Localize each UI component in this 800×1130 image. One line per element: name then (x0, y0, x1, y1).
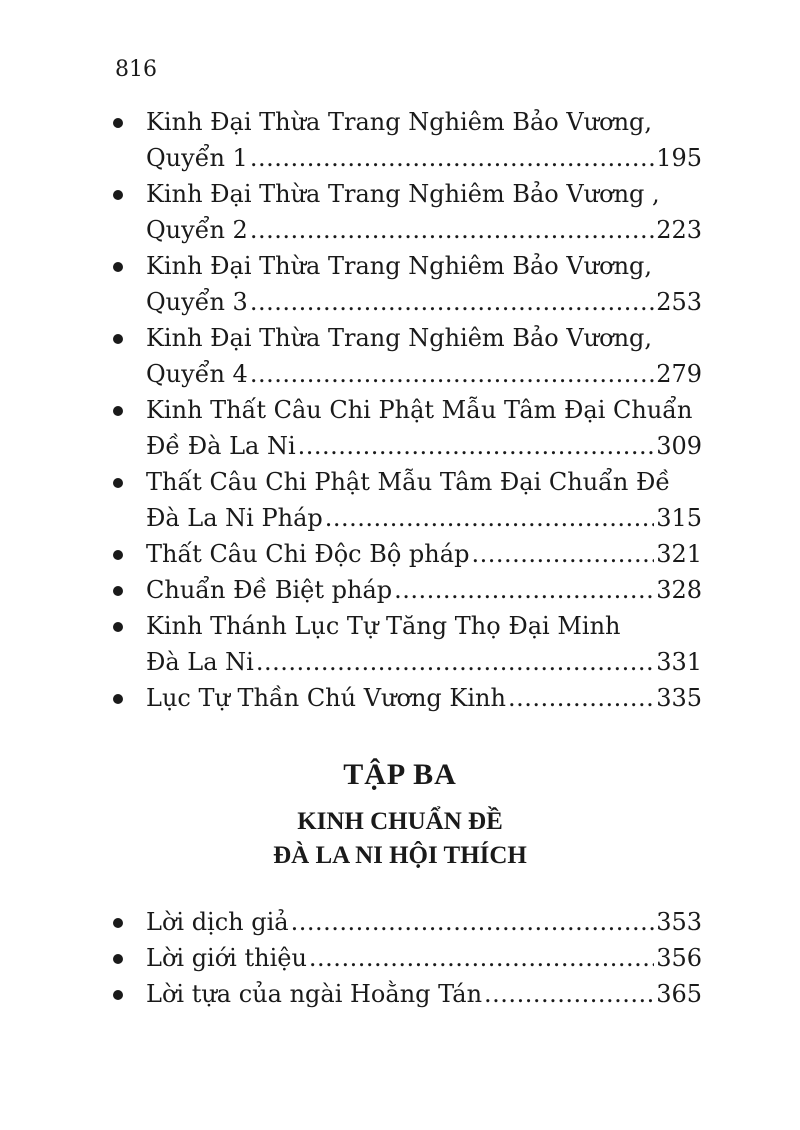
page-number: 816 (115, 57, 157, 82)
toc-entry-line (146, 212, 702, 248)
toc-entry-title: Lời giới thiệu (146, 944, 307, 972)
toc-entry-title-end: Đà La Ni Pháp (146, 504, 323, 532)
toc-entry-title-end: Đề Đà La Ni (146, 432, 296, 460)
bullet-icon (113, 550, 123, 560)
toc-entry (110, 104, 702, 176)
dot-leader (508, 680, 654, 716)
toc-entry-title: Kinh Đại Thừa Trang Nghiêm Bảo Vương , (146, 180, 660, 208)
toc-entry (110, 608, 702, 680)
table-of-contents (110, 104, 702, 716)
bullet-icon (113, 334, 123, 344)
toc-entry (110, 176, 702, 248)
toc-entry-title: Thất Câu Chi Phật Mẫu Tâm Đại Chuẩn Đề (146, 468, 671, 496)
toc-entry-title: Kinh Thánh Lục Tự Tăng Thọ Đại Minh (146, 612, 621, 640)
toc-entry-title-end: Quyển 2 (146, 216, 248, 244)
toc-entry-line (146, 976, 702, 1012)
bullet-icon (113, 918, 123, 928)
toc-entry (110, 320, 702, 392)
table-of-contents-section-3 (110, 904, 702, 1012)
bullet-icon (113, 406, 123, 416)
toc-entry-page: 328 (656, 576, 702, 604)
dot-leader (484, 976, 654, 1012)
toc-entry-page: 335 (656, 684, 702, 712)
toc-entry-line (146, 500, 702, 536)
bullet-icon (113, 586, 123, 596)
toc-entry-page: 223 (656, 216, 702, 244)
toc-entry-title: Kinh Đại Thừa Trang Nghiêm Bảo Vương, (146, 324, 653, 352)
toc-entry (110, 904, 702, 940)
toc-entry-line (146, 428, 702, 464)
bullet-icon (113, 990, 123, 1000)
dot-leader (250, 140, 654, 176)
toc-entry-title: Thất Câu Chi Độc Bộ pháp (146, 540, 470, 568)
toc-entry-title: Kinh Đại Thừa Trang Nghiêm Bảo Vương, (146, 252, 653, 280)
dot-leader (309, 940, 654, 976)
toc-entry-title-end: Quyển 3 (146, 288, 248, 316)
toc-entry-page: 353 (656, 908, 702, 936)
toc-entry-page: 195 (656, 144, 702, 172)
bullet-icon (113, 478, 123, 488)
dot-leader (471, 536, 654, 572)
dot-leader (325, 500, 654, 536)
dot-leader (394, 572, 654, 608)
toc-entry-page: 331 (656, 648, 702, 676)
toc-entry-line (146, 644, 702, 680)
toc-entry-title: Kinh Đại Thừa Trang Nghiêm Bảo Vương, (146, 108, 653, 136)
toc-entry-title-end: Quyển 4 (146, 360, 248, 388)
toc-entry-page: 356 (656, 944, 702, 972)
volume-heading: TẬP BA (343, 758, 457, 791)
toc-entry-page: 321 (656, 540, 702, 568)
toc-entry-line (146, 140, 702, 176)
toc-entry-line (146, 940, 702, 976)
toc-entry-title: Chuẩn Đề Biệt pháp (146, 576, 393, 604)
dot-leader (250, 212, 654, 248)
toc-entry-line (146, 680, 702, 716)
toc-entry-line (146, 904, 702, 940)
toc-entry-title: Lời dịch giả (146, 908, 289, 936)
toc-entry (110, 392, 702, 464)
toc-entry (110, 680, 702, 716)
section-title-line-2: ĐÀ LA NI HỘI THÍCH (273, 842, 527, 869)
toc-entry-line (146, 356, 702, 392)
toc-entry (110, 464, 702, 536)
bullet-icon (113, 954, 123, 964)
toc-entry-page: 279 (656, 360, 702, 388)
toc-entry (110, 976, 702, 1012)
toc-entry-page: 309 (656, 432, 702, 460)
dot-leader (250, 284, 654, 320)
toc-entry-title: Lời tựa của ngài Hoằng Tán (146, 980, 483, 1008)
toc-entry-line (146, 284, 702, 320)
toc-entry-page: 253 (656, 288, 702, 316)
dot-leader (291, 904, 655, 940)
toc-entry-title: Lục Tự Thần Chú Vương Kinh (146, 684, 506, 712)
toc-entry-title: Kinh Thất Câu Chi Phật Mẫu Tâm Đại Chuẩn (146, 396, 693, 424)
toc-entry-line (146, 572, 702, 608)
toc-entry (110, 536, 702, 572)
bullet-icon (113, 694, 123, 704)
toc-entry (110, 940, 702, 976)
bullet-icon (113, 622, 123, 632)
toc-entry-page: 315 (656, 504, 702, 532)
bullet-icon (113, 262, 123, 272)
bullet-icon (113, 118, 123, 128)
dot-leader (250, 356, 654, 392)
dot-leader (298, 428, 655, 464)
toc-entry (110, 572, 702, 608)
toc-entry-line (146, 536, 702, 572)
dot-leader (256, 644, 654, 680)
toc-entry-title-end: Quyển 1 (146, 144, 248, 172)
toc-entry-title-end: Đà La Ni (146, 648, 254, 676)
section-title-line-1: KINH CHUẨN ĐỀ (297, 808, 503, 835)
bullet-icon (113, 190, 123, 200)
toc-entry-page: 365 (656, 980, 702, 1008)
toc-entry (110, 248, 702, 320)
